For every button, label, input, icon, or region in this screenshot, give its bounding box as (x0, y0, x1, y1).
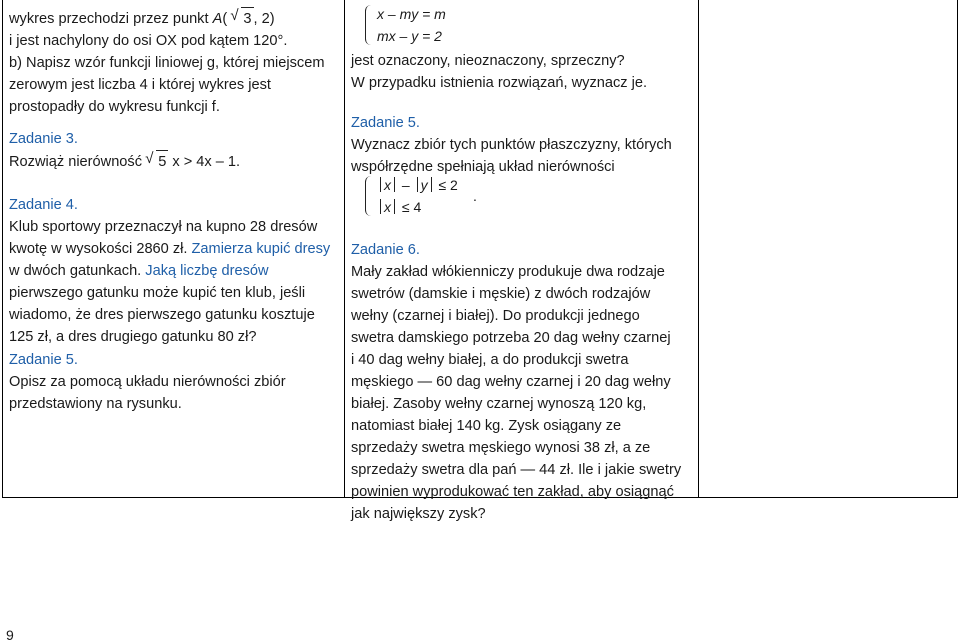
task-4-question (351, 50, 692, 94)
sqrt-symbol: √ 5 (156, 150, 168, 173)
text-line: i jest nachylony do osi OX pod kątem 120°. (9, 33, 288, 49)
text-line: prostopadły do wykresu funkcji f. (9, 99, 220, 115)
text-line: przedstawiony na rysunku. (9, 396, 182, 412)
task-3 (9, 128, 338, 173)
text-line: W przypadku istnienia rozwiązań, wyznacz je. (351, 75, 648, 91)
equation-2: mx – y = 2 (377, 28, 442, 44)
task-heading: Zadanie 5. (351, 115, 420, 131)
text-line: pierwszego gatunku może kupić ten klub, jeśli (9, 285, 306, 301)
inequality-2: x ≤ 4 (365, 196, 545, 218)
text-line: jest oznaczony, nieoznaczony, sprzeczny? (351, 53, 625, 69)
text-line: 125 zł, a dres drugiego gatunku 80 zł? (9, 329, 257, 345)
text-line: natomiast białej 140 kg. Zysk osiągany ze (351, 418, 622, 434)
text-line: wykres przechodzi przez punkt A( √ 3 , 2) (9, 7, 338, 30)
text-line: kwotę w wysokości 2860 zł. Zamierza kupić dresy (9, 241, 331, 257)
inequality-1: x – y ≤ 2 (365, 174, 545, 196)
page-number: 9 (6, 627, 14, 643)
brace-symbol (365, 176, 374, 216)
text-line: i 40 dag wełny białej, a do produkcji swetra (351, 352, 629, 368)
text-line: powinien wyprodukować ten zakład, aby osiągnąć (351, 484, 674, 500)
task-4 (9, 194, 338, 348)
task-5-left (9, 349, 338, 415)
column-middle (345, 0, 699, 522)
task-5-middle (351, 112, 692, 178)
text-line: wełny (czarnej i białej). Do produkcji jednego (351, 308, 640, 324)
brace-symbol (365, 5, 374, 45)
task-heading: Zadanie 4. (9, 197, 78, 213)
text-line: Rozwiąż nierówność √ 5 x > 4x – 1. (9, 150, 338, 173)
column-right-empty (699, 0, 957, 497)
inequality-system (365, 174, 545, 220)
text-line: białej. Zasoby wełny czarnej wynoszą 120 kg, (351, 396, 647, 412)
text-line: b) Napisz wzór funkcji liniowej g, której miejscem (9, 55, 325, 71)
text-line: sprzedaży swetra dla pań — 44 zł. Ile i jakie swetry (351, 462, 682, 478)
text-line: wiadomo, że dres pierwszego gatunku kosztuje (9, 307, 315, 323)
text-line: współrzędne spełniają układ nierówności (351, 159, 615, 175)
task-heading: Zadanie 6. (351, 242, 420, 258)
column-left (3, 0, 345, 497)
text-line: Opisz za pomocą układu nierówności zbiór (9, 374, 286, 390)
text-line: jak największy zysk? (351, 506, 486, 522)
task-heading: Zadanie 3. (9, 131, 78, 147)
text-line: swetrów (damskie i męskie) z dwóch rodzajów (351, 286, 651, 302)
text-line: zerowym jest liczba 4 i której wykres jest (9, 77, 271, 93)
text-line: Mały zakład włókienniczy produkuje dwa rodzaje (351, 264, 665, 280)
equation-1: x – my = m (377, 6, 446, 22)
text-line: swetra damskiego potrzeba 20 dag wełny czarnej (351, 330, 671, 346)
text-line: Wyznacz zbiór tych punktów płaszczyzny, których (351, 137, 672, 153)
task-6 (351, 239, 692, 525)
content-table (2, 0, 958, 522)
sqrt-symbol: √ 3 (241, 7, 253, 30)
text-line: Klub sportowy przeznaczył na kupno 28 dresów (9, 219, 318, 235)
period: . (473, 188, 477, 204)
text-line: męskiego — 60 dag wełny czarnej i 20 dag wełny (351, 374, 671, 390)
text-line: sprzedaży swetra męskiego wynosi 38 zł, a ze (351, 440, 651, 456)
task-heading: Zadanie 5. (9, 352, 78, 368)
task-2-continuation (9, 7, 338, 118)
text-line: w dwóch gatunkach. Jaką liczbę dresów (9, 263, 269, 279)
equation-system (365, 3, 515, 49)
